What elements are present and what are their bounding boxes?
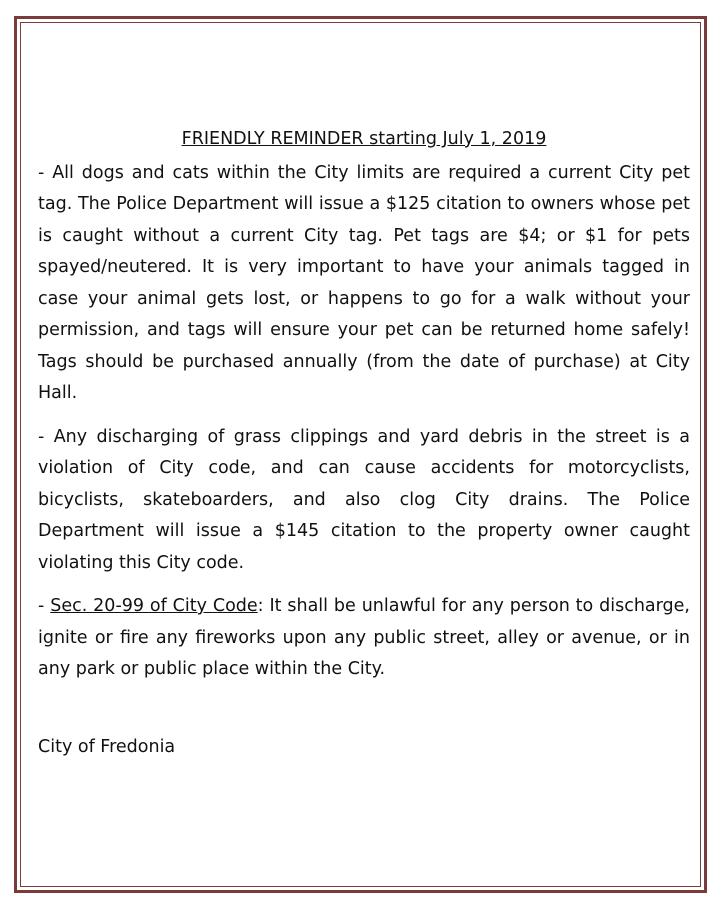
fireworks-prefix: - — [38, 596, 51, 616]
notice-content — [38, 124, 690, 763]
fireworks-text: : It shall be unlawful for any person to discharge, ignite or fire any fireworks upon any public street, alley or avenue, or in any park or public place within the City. — [38, 596, 690, 679]
paragraph-yard-debris: - Any discharging of grass clippings and yard debris in the street is a violation of City code, and can cause accidents for motorcyclists, bicyclists, skateboarders, and also clog City drains. The Police Department will issue a $145 citation to the property owner caught violating this City code. — [38, 426, 690, 573]
city-code-reference: Sec. 20-99 of City Code — [50, 596, 258, 616]
paragraph-pet-tags: - All dogs and cats within the City limits are required a current City pet tag. The Police Department will issue a $125 citation to owners whose pet is caught without a current City tag. Pet tags are $4; or $1 for pets spayed/neutered. It is very important to have your animals tagged in case your animal gets lost, or happens to go for a walk without your permission, and tags will ensure your pet can be returned home safely! Tags should be purchased annually (from the date of purchase) at City Hall. — [38, 162, 690, 403]
signature: City of Fredonia — [38, 736, 176, 757]
paragraph-fireworks — [38, 591, 690, 686]
notice-title: FRIENDLY REMINDER starting July 1, 2019 — [181, 129, 547, 149]
